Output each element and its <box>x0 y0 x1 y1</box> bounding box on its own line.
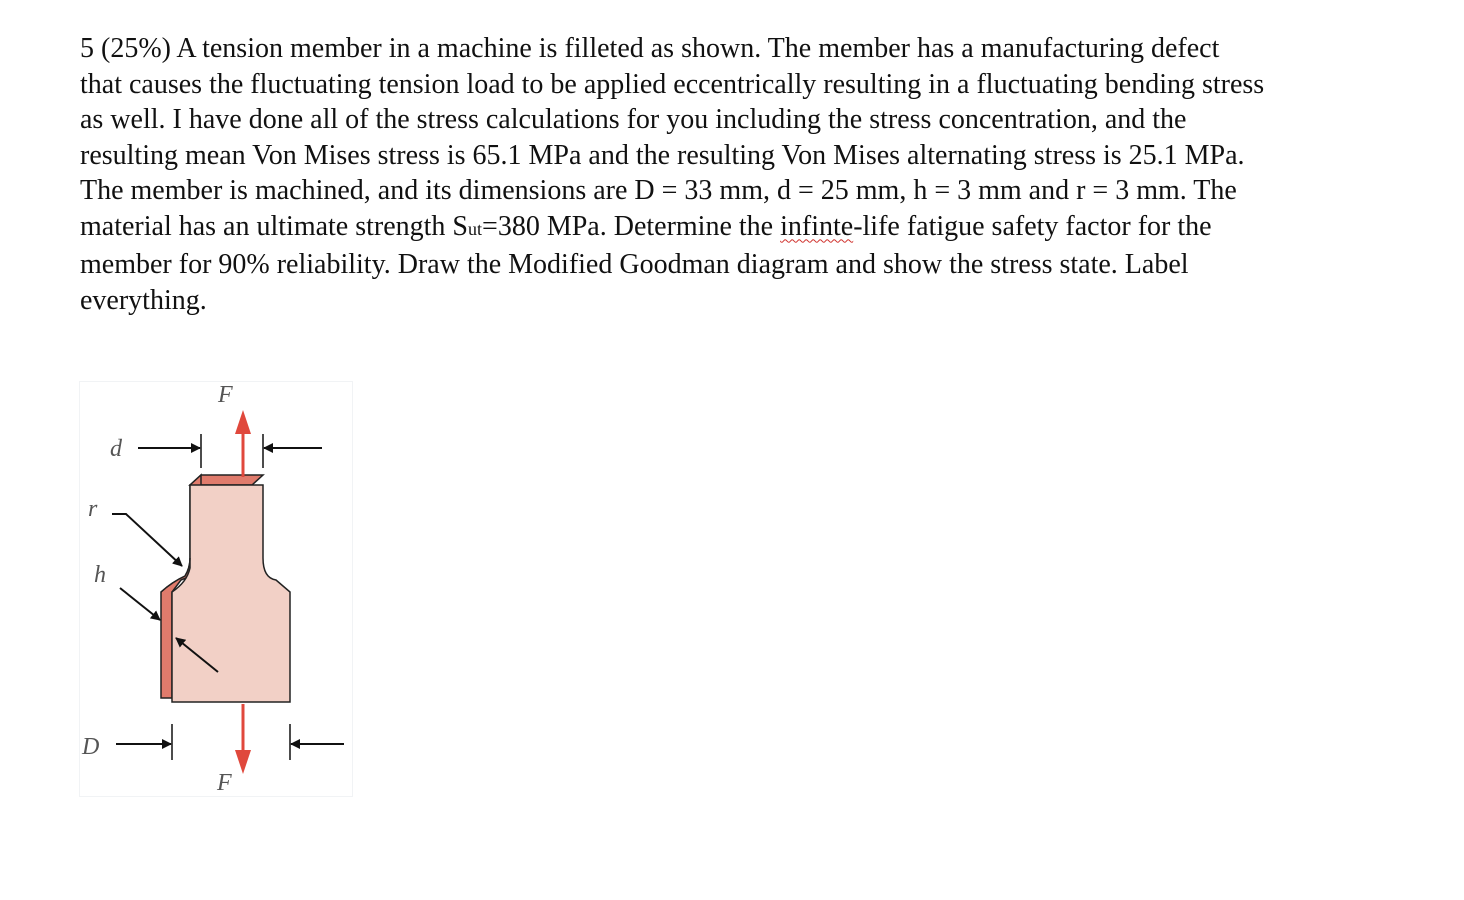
problem-statement <box>80 31 1410 318</box>
problem-line-1: 5 (25%) A tension member in a machine is filleted as shown. The member has a manufacturing defect <box>80 33 1220 64</box>
figure-drawing <box>80 382 352 796</box>
label-F-top: F <box>218 382 233 408</box>
problem-line-4: resulting mean Von Mises stress is 65.1 MPa and the resulting Von Mises alternating stress is 25.1 MPa. <box>80 139 1245 171</box>
problem-line-6-post: -life fatigue safety factor for the <box>853 210 1212 242</box>
bottom-force-arrowhead <box>235 750 251 774</box>
h-leader-outer <box>120 588 160 620</box>
label-h: h <box>94 562 106 588</box>
label-d: d <box>110 436 122 462</box>
label-D: D <box>82 734 100 760</box>
problem-line-6-pre: material has an ultimate strength S <box>80 210 469 242</box>
problem-line-7: member for 90% reliability. Draw the Modified Goodman diagram and show the stress state. Label <box>80 249 1189 280</box>
label-r: r <box>88 496 98 522</box>
problem-line-8: everything. <box>80 284 207 316</box>
problem-line-5: The member is machined, and its dimensions are D = 33 mm, d = 25 mm, h = 3 mm and r = 3 mm. The <box>80 175 1237 206</box>
problem-line-6 <box>80 209 1410 248</box>
r-leader <box>112 514 182 566</box>
top-force-arrowhead <box>235 410 251 434</box>
filleted-member-figure <box>80 382 352 796</box>
member-front-face <box>172 485 290 702</box>
misspelled-word[interactable]: infinte <box>780 210 854 242</box>
label-F-bottom: F <box>217 770 232 796</box>
ultimate-strength-subscript: ut <box>468 218 483 239</box>
problem-line-2: that causes the fluctuating tension load to be applied eccentrically resulting in a fluctuating bending stress <box>80 68 1265 100</box>
problem-line-3: as well. I have done all of the stress calculations for you including the stress concentration, and the <box>80 104 1187 135</box>
problem-line-6-mid: =380 MPa. Determine the <box>482 210 781 242</box>
